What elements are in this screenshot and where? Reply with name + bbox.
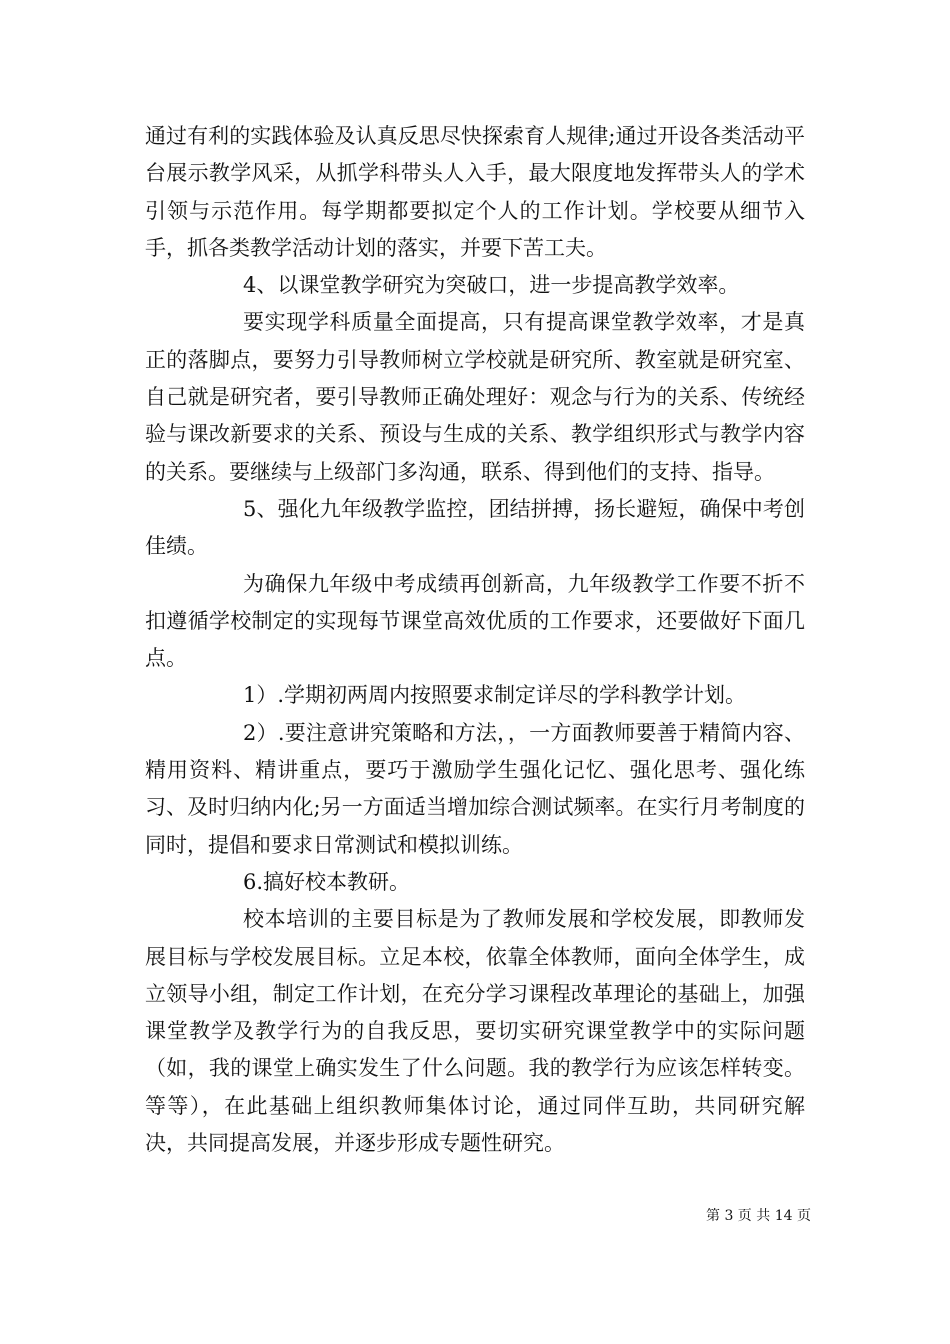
paragraph-5: 为确保九年级中考成绩再创新高，九年级教学工作要不折不扣遵循学校制定的实现每节课堂高效优质的工作要求，还要做好下面几点。	[145, 571, 805, 671]
paragraph-4-heading: 5、强化九年级教学监控，团结拼搏，扬长避短，确保中考创佳绩。	[145, 496, 805, 559]
paragraph-3: 要实现学科质量全面提高，只有提高课堂教学效率，才是真正的落脚点，要努力引导教师树立学校就是研究所、教室就是研究室、自己就是研究者，要引导教师正确处理好：观念与行为的关系、传统经验与课改新要求的关系、预设与生成的关系、教学组织形式与教学内容的关系。要继续与上级部门多沟通，联系、得到他们的支持、指导。	[145, 310, 805, 484]
paragraph-7-list-item: 2）.要注意讲究策略和方法，，一方面教师要善于精简内容、精用资料、精讲重点，要巧于激励学生强化记忆、强化思考、强化练习、及时归纳内化;另一方面适当增加综合测试频率。在实行月考制度的同时，提倡和要求日常测试和模拟训练。	[145, 720, 805, 857]
paragraph-6-list-item: 1）.学期初两周内按照要求制定详尽的学科教学计划。	[243, 683, 747, 708]
document-body	[145, 118, 805, 1162]
paragraph-8-heading: 6.搞好校本教研。	[243, 869, 411, 894]
paragraph-1: 通过有利的实践体验及认真反思尽快探索育人规律;通过开设各类活动平台展示教学风采，从抓学科带头人入手，最大限度地发挥带头人的学术引领与示范作用。每学期都要拟定个人的工作计划。学校要从细节入手，抓各类教学活动计划的落实，并要下苦工夫。	[145, 124, 805, 260]
paragraph-2-heading: 4、以课堂教学研究为突破口，进一步提高教学效率。	[243, 273, 740, 298]
page-number-footer: 第 3 页 共 14 页	[706, 1208, 811, 1224]
paragraph-9: 校本培训的主要目标是为了教师发展和学校发展，即教师发展目标与学校发展目标。立足本校，依靠全体教师，面向全体学生，成立领导小组，制定工作计划，在充分学习课程改革理论的基础上，加强课堂教学及教学行为的自我反思，要切实研究课堂教学中的实际问题（如，我的课堂上确实发生了什么问题。我的教学行为应该怎样转变。等等），在此基础上组织教师集体讨论，通过同伴互助，共同研究解决，共同提高发展，并逐步形成专题性研究。	[145, 907, 805, 1156]
